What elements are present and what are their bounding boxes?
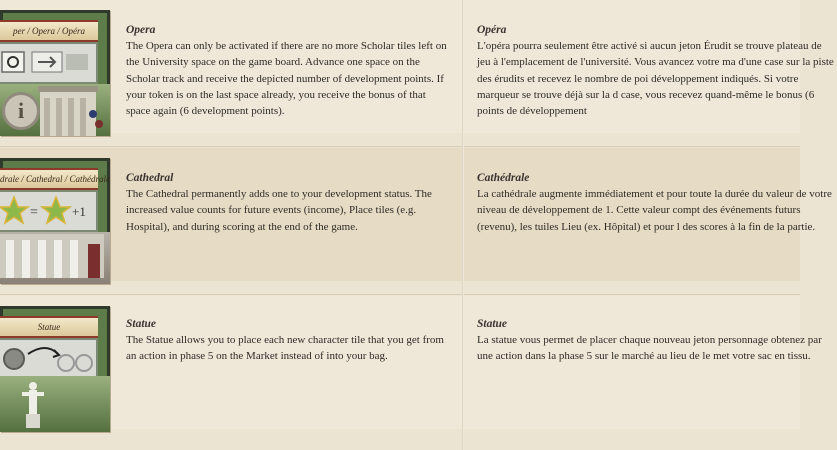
cathedral-en-title: Cathedral [126,172,174,184]
opera-tile-label: per / Opera / Opéra [0,20,98,42]
opera-tile-panel [0,42,98,84]
cathedral-tile-label: drale / Cathedral / Cathédrale [0,168,98,190]
svg-text:=: = [30,205,38,220]
statue-fr-block [477,316,822,365]
section-divider [0,146,800,147]
opera-fr-title: Opéra [477,24,507,36]
cathedral-building-icon [0,234,104,278]
page-fold [462,0,464,450]
opera-fr-description: L'opéra pourra seulement être activé si aucun jeton Érudit se trouve plateau de jeu à l'emplacement de l'université. Vous avancez votre ma d'une case sur la piste des érudits et recevez le nombre de poi développement indiqués. Si votre marqueur se trouve déjà sur la d case, vous recevez quand-même le bonus (6 points de développement [477,40,834,118]
opera-en-block [126,22,452,119]
svg-text:+1: +1 [72,204,86,219]
statue-tile-label: Statue [0,316,98,338]
scholar-track-icon [0,44,96,82]
cathedral-tile-panel [0,190,98,232]
statue-scene [0,376,110,432]
development-star-icon [0,192,96,230]
opera-fr-block [477,22,834,119]
cathedral-fr-title: Cathédrale [477,172,530,184]
opera-tile-image [0,10,110,136]
cathedral-fr-description: La cathédrale augmente immédiatement et pour toute la durée du valeur de votre niveau de développement de 1. Cette valeur compt des événements futurs (revenu), les tuiles Lieu (ex. Hôpital) et pour l des scores à la fin de la partie. [477,188,832,233]
opera-en-description: The Opera can only be activated if there are no more Scholar tiles left on the University space on the game board. Advance one space on the Scholar track and receive the depicted number of development points. If your token is on the last space already, you receive the bonus of that space again (6 development points). [126,40,447,118]
statue-en-block [126,316,452,365]
opera-en-title: Opera [126,24,156,36]
cathedral-fr-block [477,170,832,235]
statue-fr-title: Statue [477,318,508,330]
statue-fr-description: La statue vous permet de placer chaque nouveau jeton personnage obtenez par une action dans la phase 5 sur le marché au lieu de le met votre sac en tissu. [477,334,822,363]
cathedral-en-block [126,170,452,235]
statue-figure-icon [22,380,44,428]
cathedral-tile-image [0,158,110,284]
cathedral-en-description: The Cathedral permanently adds one to your development status. The increased value counts for future events (income), Place tiles (e.g. Hospital), and during scoring at the end of the game. [126,188,432,233]
character-to-market-icon [0,340,96,378]
cathedral-scene [0,232,110,284]
statue-tile-image [0,306,110,432]
section-divider [0,294,800,295]
statue-tile-panel [0,338,98,380]
statue-en-title: Statue [126,318,157,330]
info-badge-icon: i [2,92,40,130]
statue-en-description: The Statue allows you to place each new character tile that you get from an action in phase 5 on the Market instead of into your bag. [126,334,444,363]
